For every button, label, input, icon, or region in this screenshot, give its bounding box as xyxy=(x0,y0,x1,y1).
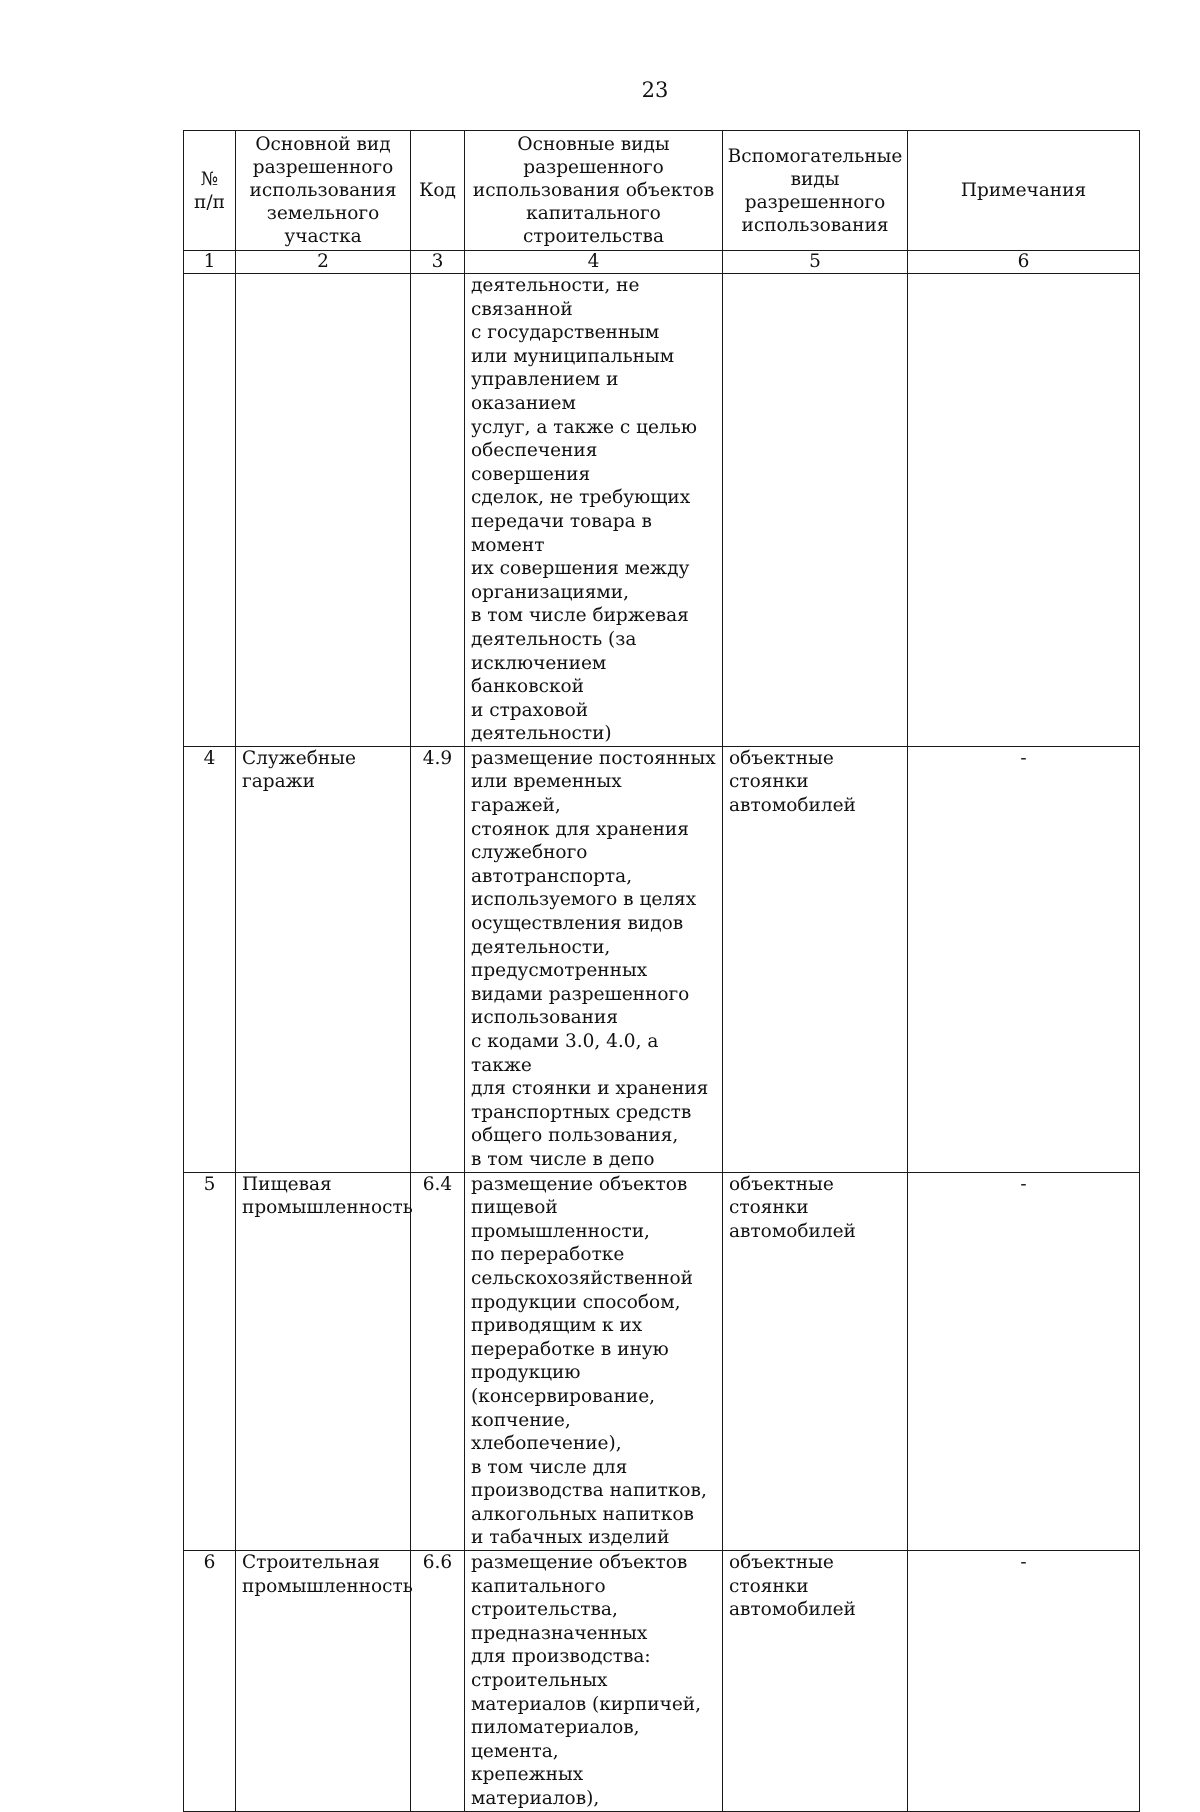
note-cell: - xyxy=(908,1172,1140,1551)
header-capital-construction-uses: Основные виды разрешенного использования объектов капитального строительства xyxy=(465,131,723,251)
column-number: 3 xyxy=(411,251,465,274)
row-number: 4 xyxy=(184,746,236,1172)
main-use-cell: Строительная промышленность xyxy=(236,1551,411,1812)
auxiliary-cell: объектные стоянки автомобилей xyxy=(723,1551,908,1812)
note-cell: - xyxy=(908,746,1140,1172)
column-number: 1 xyxy=(184,251,236,274)
code-cell: 6.6 xyxy=(411,1551,465,1812)
code-cell: 4.9 xyxy=(411,746,465,1172)
page-number: 23 xyxy=(641,78,669,102)
description-cell: размещение объектов капитального строительства, предназначенных для производства: строительных материалов (кирпичей, пиломатериалов, цемента, крепежных материалов), xyxy=(465,1551,723,1812)
land-use-table xyxy=(183,130,1140,1812)
column-number: 4 xyxy=(465,251,723,274)
description-cell: деятельности, не связанной с государственным или муниципальным управлением и оказанием услуг, а также с целью обеспечения совершения сделок, не требующих передачи товара в момент их совершения между организациями, в том числе биржевая деятельность (за исключением банковской и страховой деятельности) xyxy=(465,274,723,747)
table-row xyxy=(184,274,1140,747)
header-number: № п/п xyxy=(184,131,236,251)
note-cell xyxy=(908,274,1140,747)
header-notes: Примечания xyxy=(908,131,1140,251)
auxiliary-cell: объектные стоянки автомобилей xyxy=(723,1172,908,1551)
main-use-cell xyxy=(236,274,411,747)
column-number: 6 xyxy=(908,251,1140,274)
row-number xyxy=(184,274,236,747)
header-main-use: Основной вид разрешенного использования земельного участка xyxy=(236,131,411,251)
row-number: 6 xyxy=(184,1551,236,1812)
table-row xyxy=(184,746,1140,1172)
auxiliary-cell: объектные стоянки автомобилей xyxy=(723,746,908,1172)
code-cell: 6.4 xyxy=(411,1172,465,1551)
column-number: 5 xyxy=(723,251,908,274)
header-auxiliary-uses: Вспомогательные виды разрешенного использования xyxy=(723,131,908,251)
description-cell: размещение объектов пищевой промышленности, по переработке сельскохозяйственной продукции способом, приводящим к их переработке в иную продукцию (консервирование, копчение, хлебопечение), в том числе для производства напитков, алкогольных напитков и табачных изделий xyxy=(465,1172,723,1551)
column-number: 2 xyxy=(236,251,411,274)
table-row xyxy=(184,1172,1140,1551)
row-number: 5 xyxy=(184,1172,236,1551)
main-use-cell: Пищевая промышленность xyxy=(236,1172,411,1551)
header-row xyxy=(184,131,1140,251)
note-cell: - xyxy=(908,1551,1140,1812)
description-cell: размещение постоянных или временных гаражей, стоянок для хранения служебного автотранспорта, используемого в целях осуществления видов деятельности, предусмотренных видами разрешенного использования с кодами 3.0, 4.0, а также для стоянки и хранения транспортных средств общего пользования, в том числе в депо xyxy=(465,746,723,1172)
table-row xyxy=(184,1551,1140,1812)
main-use-cell: Служебные гаражи xyxy=(236,746,411,1172)
code-cell xyxy=(411,274,465,747)
header-code: Код xyxy=(411,131,465,251)
column-number-row xyxy=(184,251,1140,274)
auxiliary-cell xyxy=(723,274,908,747)
